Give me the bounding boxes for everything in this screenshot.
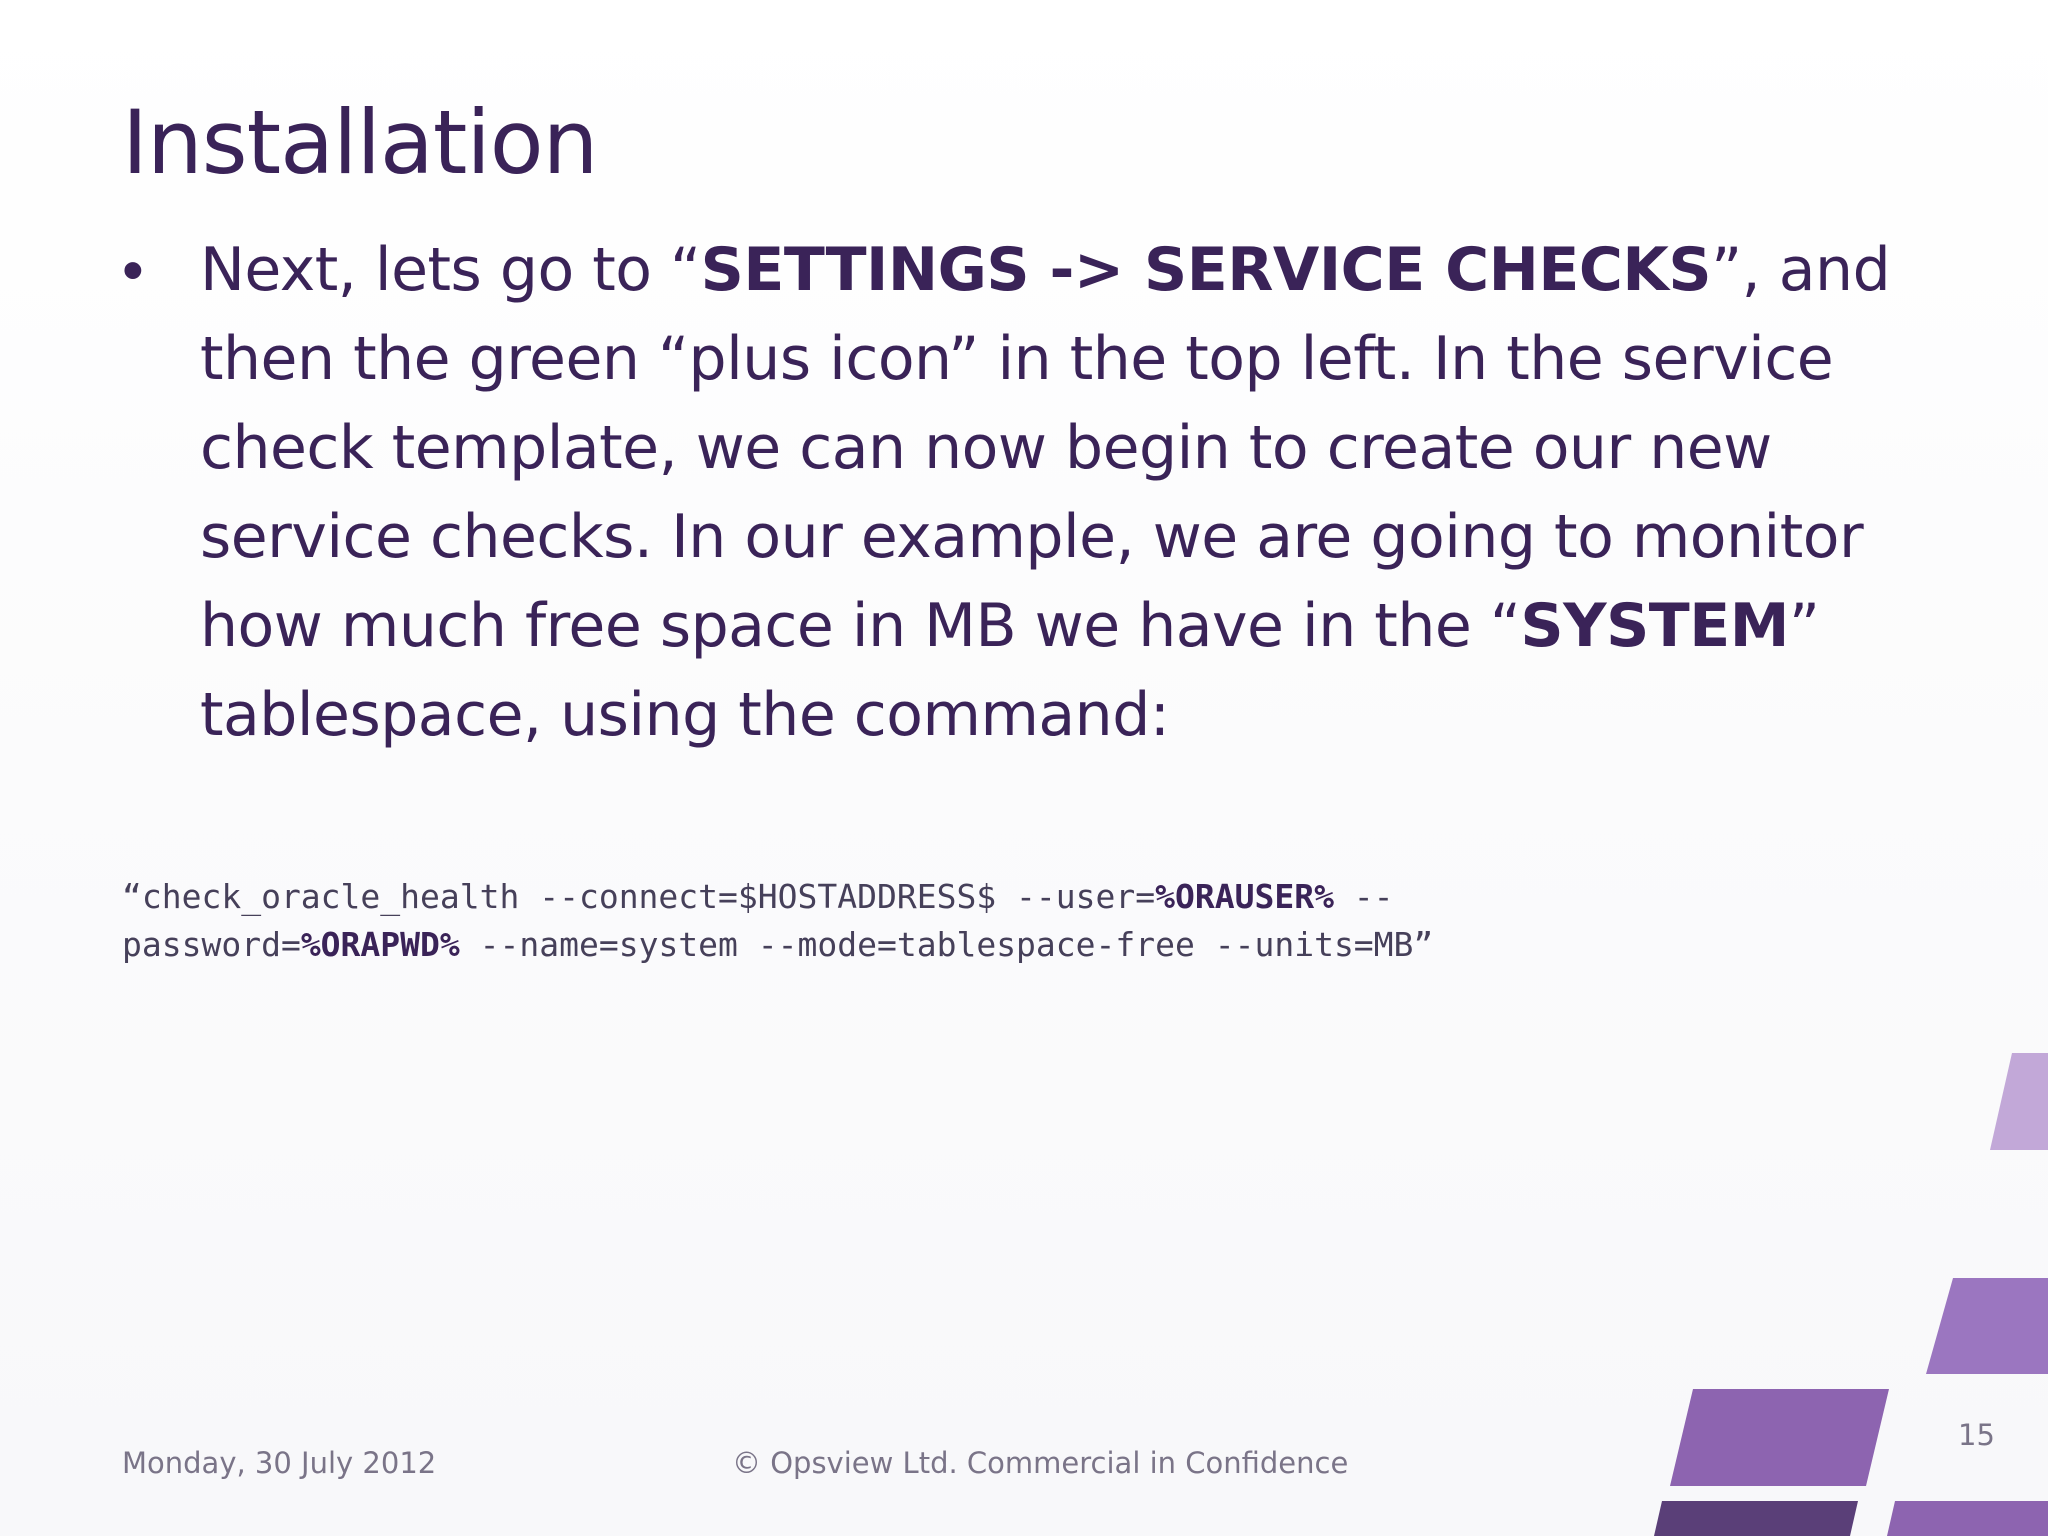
- command-run-bold: %ORAPWD%: [300, 925, 460, 964]
- command-run: --: [1333, 877, 1394, 916]
- bullet-run-bold: SETTINGS -> SERVICE CHECKS: [700, 235, 1712, 305]
- tile-shape: [1887, 1501, 2048, 1536]
- page-number: 15: [1958, 1418, 1995, 1452]
- tile-shape: [1670, 1389, 1889, 1486]
- tile-shape: [1990, 1053, 2048, 1150]
- command-run: --name=system --mode=tablespace-free --units=MB”: [459, 925, 1434, 964]
- command-run: “check_oracle_health --connect=$HOSTADDRESS$ --user=: [122, 877, 1156, 916]
- command-run-bold: %ORAUSER%: [1155, 877, 1334, 916]
- bullet-run: ” tablespace, using the command:: [200, 591, 1820, 750]
- tile-shape: [1654, 1501, 1858, 1536]
- bullet-dot-icon: •: [122, 236, 144, 305]
- tile-shape: [1926, 1278, 2048, 1374]
- footer-copyright: © Opsview Ltd. Commercial in Confidence: [732, 1446, 1349, 1480]
- bullet-run-bold: SYSTEM: [1520, 591, 1789, 661]
- command-run: password=: [122, 925, 301, 964]
- bullet-run: Next, lets go to “: [200, 235, 701, 305]
- slide-title: Installation: [122, 91, 598, 194]
- footer-date: Monday, 30 July 2012: [122, 1446, 437, 1480]
- bullet-run: ”, and then the green “plus icon” in the top left. In the service check template, we can now begin to create our new service checks. In our example, we are going to monitor how much free space in MB we have in the “: [200, 235, 1891, 661]
